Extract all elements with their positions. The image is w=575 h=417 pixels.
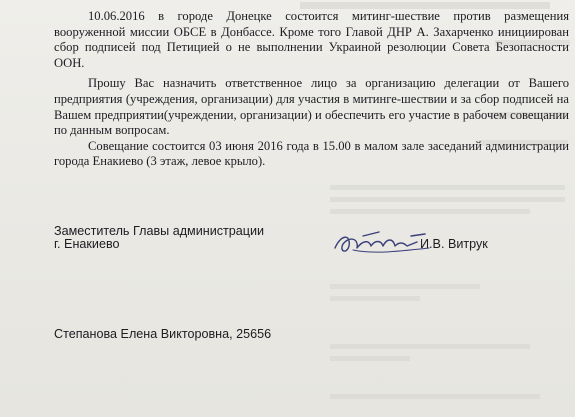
letter-body — [54, 9, 569, 170]
paragraph-meeting: Совещание состоится 03 июня 2016 года в 15.00 в малом зале заседаний администрации города Енакиево (3 этаж, левое крыло). — [54, 138, 569, 169]
signatory-title: Заместитель Главы администрации — [54, 224, 265, 238]
executor-line: Степанова Елена Викторовна, 25656 — [54, 327, 272, 341]
paragraph-rally: 10.06.2016 в городе Донецке состоится митинг-шествие против размещения вооруженной миссии ОБСЕ в Донбассе. Кроме того Главой ДНР А. Захарченко инициирован сбор подписей под Петицией о не выполнении Украиной резолюции Совета Безопасности ООН. — [54, 9, 569, 70]
paragraph-request: Прошу Вас назначить ответственное лицо за организацию делегации от Вашего предприятия (учреждения, организации) для участия в митинге-шествии и за сбор подписей на Вашем предприятии(учреждении, организации) и обеспечить его участие в рабочем совещании по данным вопросам. — [54, 76, 569, 138]
handwritten-signature — [333, 228, 433, 258]
signatory-city: г. Енакиево — [54, 237, 120, 251]
signatory-name: И.В. Витрук — [420, 237, 488, 251]
